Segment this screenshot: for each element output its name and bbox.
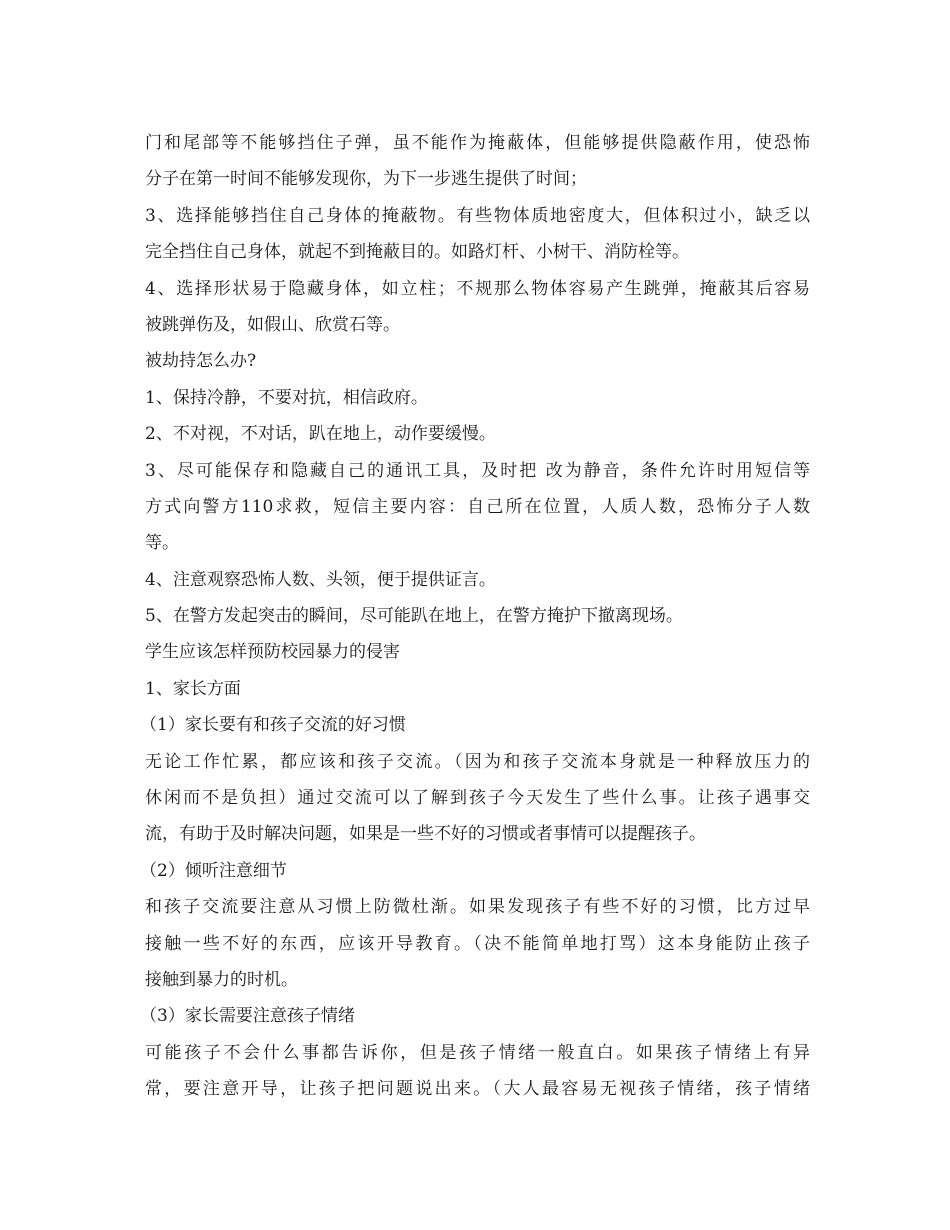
text-line: 5、在警方发起突击的瞬间，尽可能趴在地上，在警方掩护下撤离现场。 <box>145 606 683 627</box>
text-line: （3）家长需要注意孩子情绪 <box>140 1006 355 1027</box>
text-line: 完全挡住自己身体，就起不到掩蔽目的。如路灯杆、小树干、消防栓等。 <box>145 242 689 263</box>
text-line: 流，有助于及时解决问题，如果是一些不好的习惯或者事情可以提醒孩子。 <box>145 824 706 845</box>
text-line: 学生应该怎样预防校园暴力的侵害 <box>145 642 400 663</box>
text-line: 常，要注意开导，让孩子把问题说出来。（大人最容易无视孩子情绪，孩子情绪 <box>145 1079 810 1100</box>
text-line: 接触一些不好的东西，应该开导教育。（决不能简单地打骂）这本身能防止孩子 <box>145 933 810 954</box>
text-line: 门和尾部等不能够挡住子弹，虽不能作为掩蔽体，但能够提供隐蔽作用，使恐怖 <box>145 133 810 153</box>
text-line: 3、尽可能保存和隐藏自己的通讯工具，及时把 改为静音，条件允许时用短信等 <box>145 460 810 481</box>
text-line: 4、注意观察恐怖人数、头领，便于提供证言。 <box>145 569 496 590</box>
text-line: 被跳弹伤及，如假山、欣赏石等。 <box>145 314 400 335</box>
document-body <box>140 125 810 1108</box>
text-line: 接触到暴力的时机。 <box>145 969 298 990</box>
text-line: 休闲而不是负担）通过交流可以了解到孩子今天发生了些什么事。让孩子遇事交 <box>145 788 810 809</box>
text-line: 被劫持怎么办? <box>145 351 257 372</box>
text-line: 2、不对视，不对话，趴在地上，动作要缓慢。 <box>145 424 496 445</box>
text-line: 1、保持冷静，不要对抗，相信政府。 <box>145 387 428 408</box>
text-line: 4、选择形状易于隐藏身体，如立柱；不规那么物体容易产生跳弹，掩蔽其后容易 <box>145 278 810 299</box>
text-line: 3、选择能够挡住自己身体的掩蔽物。有些物体质地密度大，但体积过小，缺乏以 <box>145 205 810 226</box>
text-line: 可能孩子不会什么事都告诉你，但是孩子情绪一般直白。如果孩子情绪上有异 <box>145 1042 810 1063</box>
text-line: 1、家长方面 <box>145 678 241 699</box>
text-line: 无论工作忙累，都应该和孩子交流。（因为和孩子交流本身就是一种释放压力的 <box>145 751 810 772</box>
text-line: 方式向警方110求救，短信主要内容：自己所在位置，人质人数，恐怖分子人数 <box>145 496 810 517</box>
text-line: 分子在第一时间不能够发现你，为下一步逃生提供了时间； <box>145 169 587 190</box>
text-line: （2）倾听注意细节 <box>140 860 287 881</box>
text-line: 等。 <box>145 533 179 554</box>
text-line: 和孩子交流要注意从习惯上防微杜渐。如果发现孩子有些不好的习惯，比方过早 <box>145 897 810 918</box>
text-line: （1）家长要有和孩子交流的好习惯 <box>140 715 406 736</box>
